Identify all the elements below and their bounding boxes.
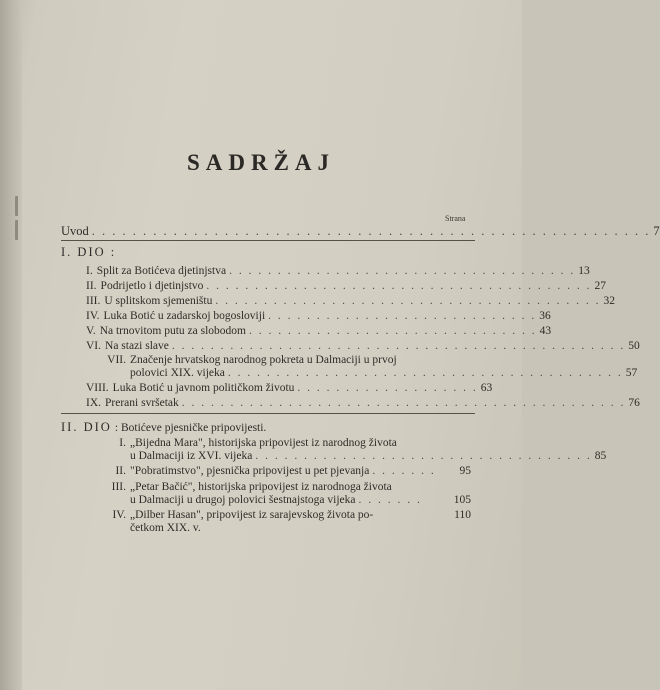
toc-entry-number: VII. — [107, 354, 126, 366]
part-heading-1: I. DIO : — [61, 245, 117, 259]
toc-entry-number: IX. — [86, 397, 102, 409]
toc-entry-page: 85 — [594, 450, 607, 462]
toc-entry[interactable] — [86, 382, 493, 394]
dot-leader: . . . . . . . . . . . . . . . . . . . . . . . . . . . . — [268, 310, 537, 322]
toc-entry-label: "Pobratimstvo", pjesnička pripovijest u pet pjevanja — [130, 465, 370, 477]
toc-entry-label: u Dalmaciji u drugoj polovici šestnajstoga vijeka — [130, 494, 356, 506]
staple-top — [15, 196, 18, 216]
toc-entry-number: IV. — [112, 509, 126, 521]
toc-entry-page: 32 — [603, 295, 615, 307]
dot-leader: . . . . . . . . . . . . . . . . . . . . . . . . . . . . . . . . . . . . . . . . — [206, 280, 592, 292]
dot-leader: . . . . . . . . . . . . . . . . . . . . . . . . . . . . . . . . . . . — [255, 450, 592, 462]
toc-entry-label: Luka Botić u javnom političkom životu — [112, 382, 295, 394]
toc-entry-label: Značenje hrvatskog narodnog pokreta u Dalmaciji u prvoj — [130, 354, 397, 366]
page-title: SADRŽAJ — [186, 150, 336, 175]
dot-leader: . . . . . . . . . . . . . . . . . . . . . . . . . . . . . . — [249, 325, 537, 337]
toc-entry-label: Na trnovitom putu za slobodom — [99, 325, 246, 337]
part-heading-2 — [61, 420, 266, 435]
dot-leader: . . . . . . . — [358, 494, 422, 506]
toc-entry-label: „Petar Bačić", historijska pripovijest iz narodnoga života — [130, 481, 392, 493]
dot-leader: . . . . . . . . . . . . . . . . . . . . . . . . . . . . . . . . . . . . . . . . . . . . . . . — [171, 340, 626, 352]
toc-entry-page: 76 — [628, 397, 640, 409]
toc-entry[interactable] — [86, 509, 471, 521]
toc-entry[interactable] — [86, 325, 552, 337]
toc-entry-label: polovici XIX. vijeka — [130, 367, 225, 379]
toc-entry-uvod[interactable] — [61, 224, 660, 239]
toc-entry-label: Luka Botić u zadarskoj bogosloviji — [103, 310, 266, 322]
toc-entry-page: 95 — [459, 465, 471, 477]
toc-entry-label: u Dalmaciji iz XVI. vijeka — [130, 450, 253, 462]
toc-entry-label: Split za Botićeva djetinjstva — [96, 265, 227, 277]
toc-entry-number: I. — [86, 265, 93, 277]
toc-entry-page: 7 — [653, 224, 660, 238]
dot-leader: . . . . . . . . . . . . . . . . . . . . . . . . . . . . . . . . . . . . . . . . . — [227, 367, 623, 379]
toc-entry[interactable] — [86, 481, 471, 493]
toc-entry-page: 43 — [539, 325, 552, 337]
toc-entry-number: I. — [119, 437, 126, 449]
toc-entry-number: IV. — [86, 310, 100, 322]
toc-entry-page: 50 — [628, 340, 640, 352]
part-subtitle: : Botićeve pjesničke pripovijesti. — [114, 422, 267, 434]
toc-entry-number: VIII. — [86, 382, 109, 394]
toc-entry-label: U splitskom sjemeništu — [104, 295, 213, 307]
toc-entry-label: Uvod — [61, 224, 89, 238]
toc-entry-number: II. — [86, 280, 97, 292]
toc-entry-number: II. — [115, 465, 126, 477]
book-gutter — [0, 0, 22, 690]
toc-entry-label: četkom XIX. v. — [130, 522, 201, 534]
dot-leader: . . . . . . . . . . . . . . . . . . . . . . . . . . . . . . . . . . . . — [229, 265, 576, 277]
toc-entry-number: V. — [86, 325, 96, 337]
toc-entry[interactable] — [86, 437, 471, 449]
toc-entry-number: III. — [111, 481, 126, 493]
toc-entry-number: III. — [86, 295, 101, 307]
toc-entry-page: 105 — [453, 494, 471, 506]
toc-entry-page: 13 — [578, 265, 590, 277]
toc-entry-number: VI. — [86, 340, 102, 352]
toc-entry[interactable] — [86, 340, 640, 352]
dot-leader: . . . . . . . . . . . . . . . . . . . . . . . . . . . . . . . . . . . . . . . . — [215, 295, 601, 307]
staple-bottom — [15, 220, 18, 240]
toc-entry-label: Na stazi slave — [105, 340, 169, 352]
toc-entry-page: 27 — [594, 280, 607, 292]
toc-entry-label: „Dilber Hasan", pripovijest iz sarajevskog života po- — [130, 509, 374, 521]
toc-entry-continuation[interactable] — [130, 450, 607, 462]
toc-entry-continuation[interactable] — [130, 367, 638, 379]
toc-entry-page: 110 — [454, 509, 471, 521]
dot-leader: . . . . . . . . . . . . . . . . . . . — [297, 382, 478, 394]
toc-entry[interactable] — [86, 354, 471, 366]
toc-entry[interactable] — [86, 295, 615, 307]
toc-entry[interactable] — [86, 310, 551, 322]
page-column-header: Strana — [445, 214, 466, 223]
toc-entry-continuation[interactable] — [130, 494, 471, 506]
divider — [61, 413, 475, 414]
dot-leader: . . . . . . . — [372, 465, 436, 477]
toc-entry-label: „Bijedna Mara", historijska pripovijest iz narodnog života — [130, 437, 397, 449]
toc-entry[interactable] — [86, 280, 607, 292]
dot-leader: . . . . . . . . . . . . . . . . . . . . . . . . . . . . . . . . . . . . . . . . . . . . . . — [181, 397, 626, 409]
toc-entry-page: 63 — [480, 382, 493, 394]
toc-entry-page: 57 — [625, 367, 638, 379]
toc-entry-page: 36 — [539, 310, 551, 322]
part-heading-label: II. DIO — [61, 420, 112, 434]
toc-entry[interactable] — [86, 265, 590, 277]
toc-entry-label: Prerani svršetak — [105, 397, 179, 409]
divider — [61, 240, 475, 241]
dot-leader: . . . . . . . . . . . . . . . . . . . . . . . . . . . . . . . . . . . . . . . . . . . . . . . . . . . . . . . — [91, 224, 651, 238]
toc-entry[interactable] — [86, 465, 471, 477]
toc-entry[interactable] — [86, 397, 640, 409]
toc-entry-label: Podrijetlo i djetinjstvo — [100, 280, 204, 292]
